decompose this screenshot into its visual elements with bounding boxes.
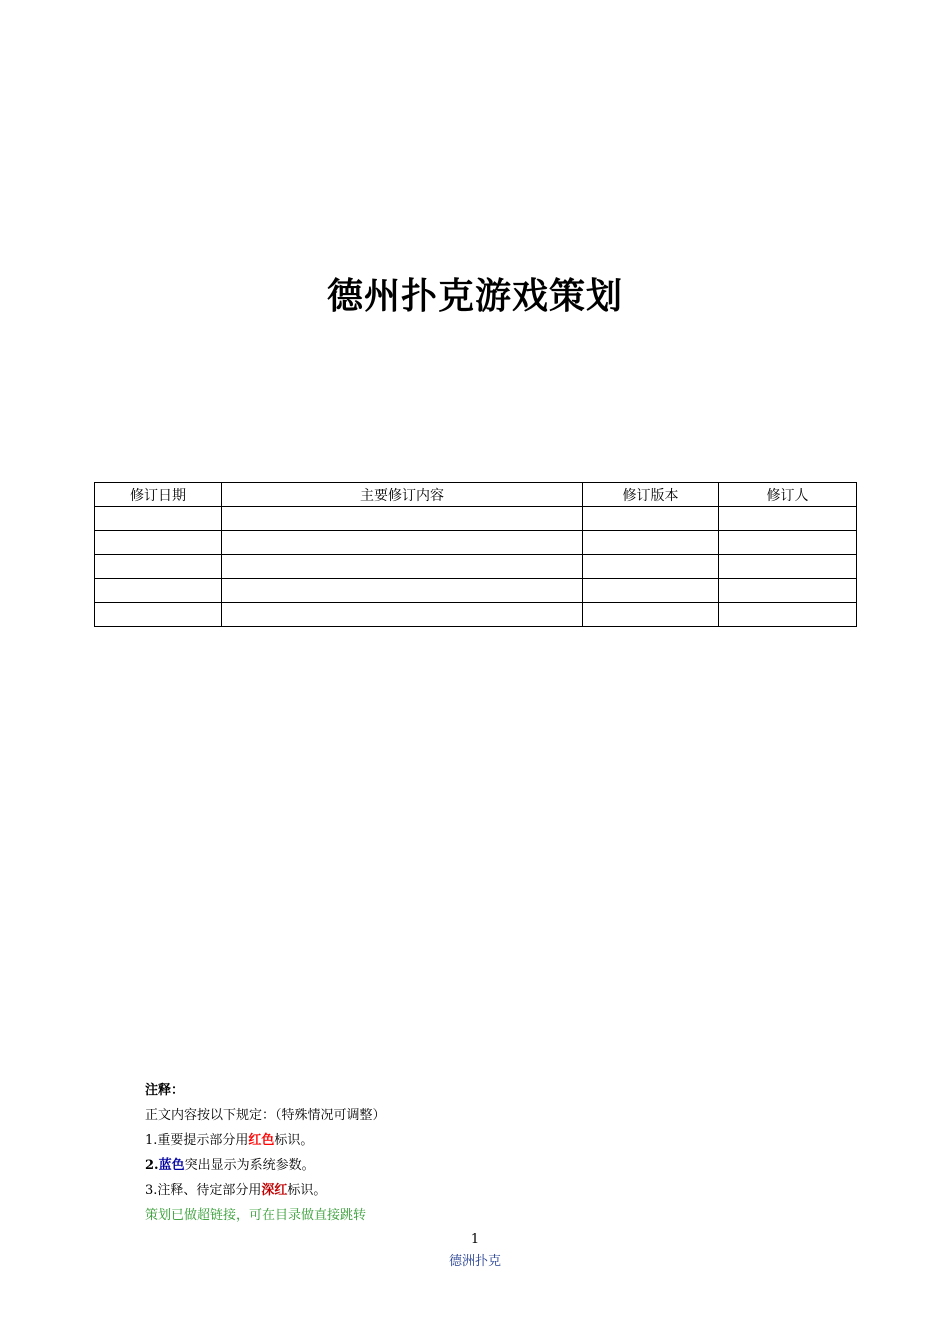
table-row <box>95 579 857 603</box>
page-number: 1 <box>470 1232 480 1247</box>
header-revision-date: 修订日期 <box>95 483 222 507</box>
red-highlight: 红色 <box>248 1133 275 1148</box>
table-cell <box>222 555 583 579</box>
footer-text: 德洲扑克 <box>448 1254 501 1269</box>
header-revision-version: 修订版本 <box>583 483 719 507</box>
notes-item-1-prefix: 1.重要提示部分用 <box>145 1133 249 1148</box>
notes-item-1 <box>145 1128 386 1153</box>
table-cell <box>95 579 222 603</box>
hyperlink-note: 策划已做超链接，可在目录做直接跳转 <box>145 1208 367 1223</box>
notes-item-3 <box>145 1178 386 1203</box>
dark-red-highlight: 深红 <box>261 1183 288 1198</box>
notes-item-3-suffix: 标识。 <box>287 1183 327 1198</box>
table-cell <box>222 507 583 531</box>
table-cell <box>95 603 222 627</box>
table-cell <box>583 531 719 555</box>
header-revision-author: 修订人 <box>719 483 857 507</box>
notes-intro: 正文内容按以下规定：（特殊情况可调整） <box>145 1108 386 1123</box>
table-cell <box>719 555 857 579</box>
table-cell <box>583 579 719 603</box>
revision-table <box>94 482 857 627</box>
table-row <box>95 603 857 627</box>
table-cell <box>583 507 719 531</box>
notes-section <box>145 1078 386 1228</box>
notes-item-3-prefix: 3.注释、待定部分用 <box>145 1183 262 1198</box>
notes-item-2-suffix: 突出显示为系统参数。 <box>184 1158 315 1173</box>
table-cell <box>95 507 222 531</box>
notes-item-1-suffix: 标识。 <box>274 1133 314 1148</box>
table-row <box>95 531 857 555</box>
table-cell <box>719 603 857 627</box>
notes-heading: 注释： <box>145 1083 185 1098</box>
revision-table-header-row <box>95 483 857 507</box>
table-cell <box>719 531 857 555</box>
table-cell <box>719 507 857 531</box>
table-cell <box>95 531 222 555</box>
notes-item-2-number: 2. <box>145 1158 159 1173</box>
table-cell <box>222 579 583 603</box>
table-cell <box>222 603 583 627</box>
table-cell <box>222 531 583 555</box>
table-row <box>95 507 857 531</box>
table-cell <box>583 603 719 627</box>
header-revision-content: 主要修订内容 <box>222 483 583 507</box>
table-cell <box>583 555 719 579</box>
table-row <box>95 555 857 579</box>
table-cell <box>95 555 222 579</box>
document-title: 德州扑克游戏策划 <box>326 276 623 317</box>
blue-highlight: 蓝色 <box>158 1158 185 1173</box>
table-cell <box>719 579 857 603</box>
notes-item-2 <box>145 1153 386 1178</box>
